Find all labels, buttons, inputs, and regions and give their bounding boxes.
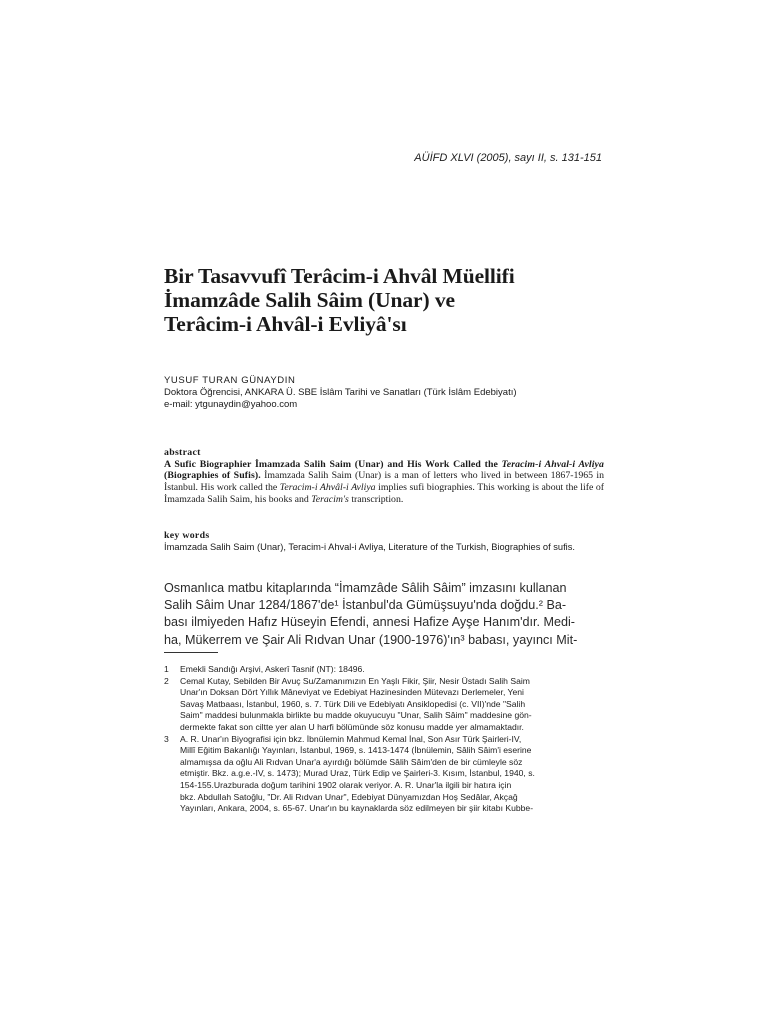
keywords-section bbox=[164, 530, 604, 553]
footnote-number: 2 bbox=[164, 675, 169, 686]
footnote-number: 1 bbox=[164, 664, 169, 674]
footnote-separator bbox=[164, 652, 218, 653]
abstract-italic: Teracim-i Ahvâl-i Avliya bbox=[279, 482, 376, 494]
footnote bbox=[164, 664, 604, 676]
abstract-text: transcription. bbox=[348, 493, 404, 505]
body-line: Osmanlıca matbu kitaplarında “İmamzâde Sâlih Sâim” imzasını kullanan bbox=[164, 581, 567, 595]
footnote-line: 154-155.Urazburada doğum tarihini 1902 olarak veriyor. A. R. Unar'la ilgili bir hatıra için bbox=[180, 779, 512, 790]
footnote-line: dermekte fakat son ciltte yer alan U harfi bölümünde söz konusu madde yer almamaktadır. bbox=[180, 721, 524, 732]
title-line: Bir Tasavvufî Terâcim-i Ahvâl Müellifi bbox=[164, 264, 515, 288]
author-affiliation: Doktora Öğrencisi, ANKARA Ü. SBE İslâm Tarihi ve Sanatları (Türk İslâm Edebiyatı) bbox=[164, 387, 517, 398]
abstract-text: implies sufi biographies. This working is about the life of İmamzada Salih Saim, his books and bbox=[164, 482, 605, 505]
title-line: İmamzâde Salih Sâim (Unar) ve bbox=[164, 288, 455, 312]
abstract-section bbox=[164, 447, 604, 506]
abstract-heading: abstract bbox=[164, 447, 201, 458]
footnote-line: Unar'ın Doksan Dört Yıllık Mâneviyat ve Edebiyat Hazinesinden Mütevazı Derlemeler, Yeni bbox=[180, 687, 524, 698]
body-paragraph bbox=[164, 580, 604, 649]
footnote-line: Savaş Matbaası, İstanbul, 1960, s. 7. Türk Dili ve Edebiyatı Ansiklopedisi (c. VII)'nde "Salih bbox=[180, 698, 526, 709]
abstract-italic: Teracim's bbox=[311, 493, 349, 505]
body-line: Salih Sâim Unar 1284/1867'de¹ İstanbul'da Gümüşsuyu'nda doğdu.² Ba- bbox=[164, 598, 567, 613]
footnote-line: almamışsa da oğlu Ali Rıdvan Unar'a ayırdığı bölümde Sâlih Sâim'den de bir cümleyle söz bbox=[180, 756, 523, 767]
author-block bbox=[164, 375, 604, 411]
footnote bbox=[164, 734, 604, 815]
footnote bbox=[164, 676, 604, 734]
keywords-heading: key words bbox=[164, 530, 210, 541]
author-name: YUSUF TURAN GÜNAYDIN bbox=[164, 375, 296, 386]
footnote-line: Saim" maddesi bulunmakla birlikte bu madde okuyucuyu "Unar, Salih Sâim" maddesine gön- bbox=[180, 710, 532, 721]
abstract-text: İmamzada Salih Saim (Unar) is a man of letters who lived in between 1867-1965 in İstanbul. His work called the bbox=[164, 470, 604, 494]
footnote-number: 3 bbox=[164, 733, 169, 744]
abstract-bold-italic-title: Teracim-i Ahval-i Avliya bbox=[501, 458, 604, 470]
abstract-bold-lead: A Sufic Biographier İmamzada Salih Saim (Unar) and His Work Called the bbox=[164, 458, 498, 470]
abstract-bold-lead-2: (Biographies of Sufis). bbox=[164, 470, 261, 482]
journal-citation: AÜİFD XLVI (2005), sayı II, s. 131-151 bbox=[414, 152, 602, 164]
abstract-body bbox=[164, 459, 604, 506]
footnote-line: A. R. Unar'ın Biyografisi için bkz. İbnülemin Mahmud Kemal İnal, Son Asır Türk Şairleri-IV, bbox=[180, 733, 522, 744]
title-line: Terâcim-i Ahvâl-i Evliyâ'sı bbox=[164, 312, 407, 336]
footnote-line: etmiştir. Bkz. a.g.e.-IV, s. 1473); Murad Uraz, Türk Edip ve Şairleri-3. Kısım, İstanbul, 1940, s. bbox=[180, 768, 535, 779]
footnote-line: bkz. Abdullah Satoğlu, "Dr. Ali Rıdvan Unar", Edebiyat Dünyamızdan Hoş Sedâlar, Akçağ bbox=[180, 791, 518, 802]
footnote-line: Yayınları, Ankara, 2004, s. 65-67. Unar'ın bu kaynaklarda söz edilmeyen bir şiir kitabı Kubbe- bbox=[180, 803, 534, 814]
footnote-line: Emekli Sandığı Arşivi, Askerî Tasnif (NT): 18496. bbox=[180, 664, 365, 674]
body-line: ha, Mükerrem ve Şair Ali Rıdvan Unar (1900-1976)'ın³ babası, yayıncı Mit- bbox=[164, 632, 578, 647]
keywords-text: İmamzada Salih Saim (Unar), Teracim-i Ahval-i Avliya, Literature of the Turkish, Biographies of sufis. bbox=[164, 541, 575, 552]
footnotes bbox=[164, 664, 604, 815]
footnote-line: Millî Eğitim Bakanlığı Yayınları, İstanbul, 1969, s. 1413-1474 (İbnülemin, Sâlih Sâim'i eserine bbox=[180, 745, 532, 756]
article-title bbox=[164, 264, 614, 336]
author-email: e-mail: ytgunaydin@yahoo.com bbox=[164, 399, 298, 410]
body-line: bası ilmiyeden Hafız Hüseyin Efendi, annesi Hafize Ayşe Hanım'dır. Medi- bbox=[164, 615, 575, 630]
footnote-line: Cemal Kutay, Sebilden Bir Avuç Su/Zamanımızın En Yaşlı Fikir, Şiir, Nesir Üstadı Salih Saim bbox=[180, 675, 530, 686]
